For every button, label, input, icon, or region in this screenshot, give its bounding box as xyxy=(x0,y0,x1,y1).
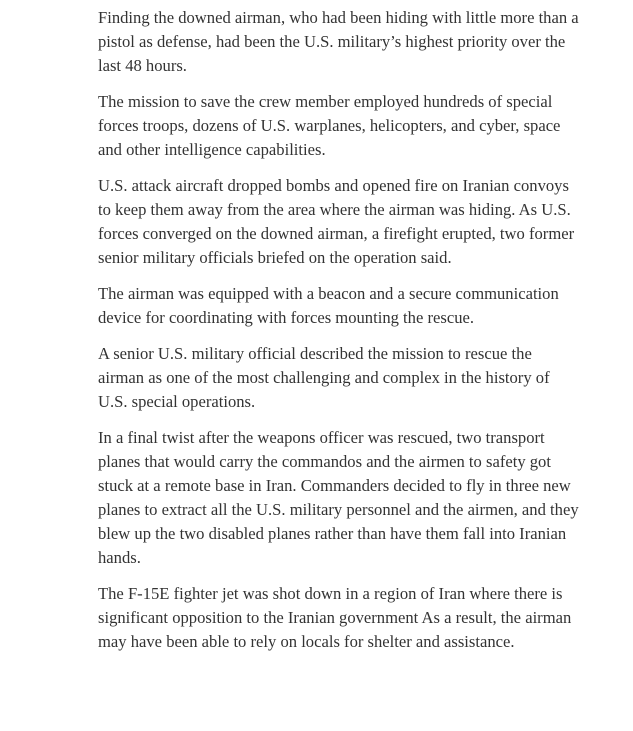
article-paragraph: The mission to save the crew member employed hundreds of special forces troops, dozens of U.S. warplanes, helicopters, and cyber, space and other intelligence capabilities. xyxy=(98,92,561,159)
article-body xyxy=(98,6,580,666)
article-paragraph: U.S. attack aircraft dropped bombs and opened fire on Iranian convoys to keep them away from the area where the airman was hiding. As U.S. forces converged on the downed airman, a firefight erupted, two former senior military officials briefed on the operation said. xyxy=(98,176,575,267)
article-paragraph: In a final twist after the weapons officer was rescued, two transport planes that would carry the commandos and the airmen to safety got stuck at a remote base in Iran. Commanders decided to fly in three new planes to extract all the U.S. military personnel and the airmen, and they blew up the two disabled planes rather than have them fall into Iranian hands. xyxy=(98,428,579,567)
article-paragraph: The airman was equipped with a beacon and a secure communication device for coordinating with forces mounting the rescue. xyxy=(98,284,559,327)
article-paragraph: A senior U.S. military official described the mission to rescue the airman as one of the most challenging and complex in the history of U.S. special operations. xyxy=(98,344,550,411)
article-paragraph: Finding the downed airman, who had been hiding with little more than a pistol as defense, had been the U.S. military’s highest priority over the last 48 hours. xyxy=(98,8,579,75)
article-paragraph: The F-15E fighter jet was shot down in a region of Iran where there is significant opposition to the Iranian government As a result, the airman may have been able to rely on locals for shelter and assistance. xyxy=(98,584,572,651)
